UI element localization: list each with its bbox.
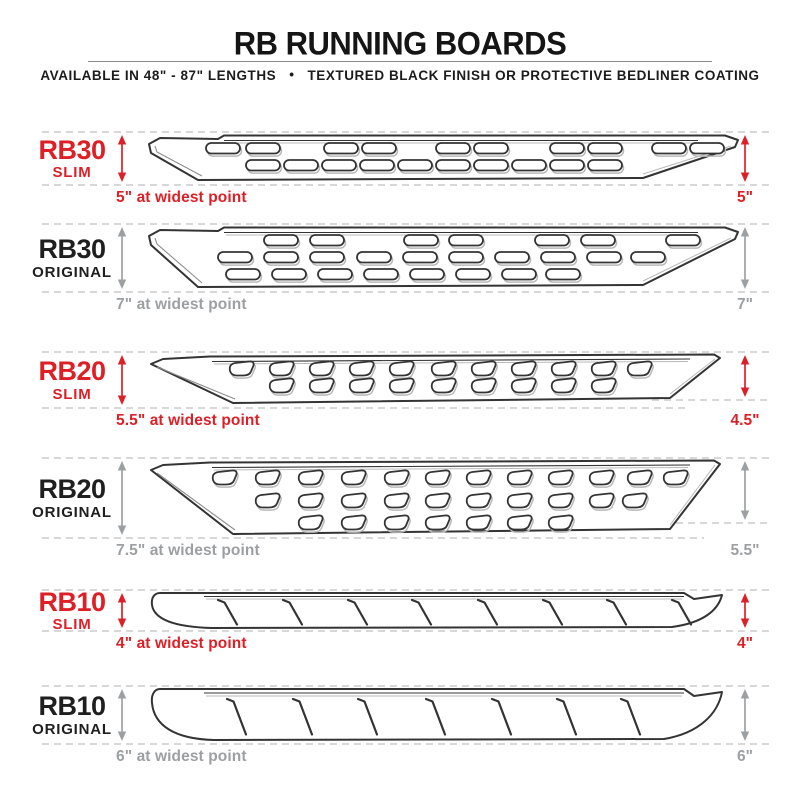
board-outline <box>149 228 738 288</box>
height-value-label: 4" <box>737 635 753 652</box>
model-name: RB20 <box>38 474 106 505</box>
subtitle-lengths: AVAILABLE IN 48" - 87" LENGTHS <box>40 68 277 83</box>
variant-name: SLIM <box>52 164 92 182</box>
height-arrow <box>741 227 749 289</box>
variant-name: ORIGINAL <box>32 503 112 521</box>
height-arrow <box>741 135 749 182</box>
variant-name: SLIM <box>52 385 92 403</box>
widest-point-label: 4" at widest point <box>116 635 247 652</box>
variant-name: ORIGINAL <box>32 263 112 281</box>
product-label <box>10 232 134 284</box>
widest-point-label: 5" at widest point <box>116 189 247 206</box>
board-outline <box>152 689 722 740</box>
page-title: RB RUNNING BOARDS <box>233 25 567 62</box>
model-name: RB10 <box>38 586 106 617</box>
widest-point-label: 5.5" at widest point <box>116 412 260 429</box>
model-name: RB10 <box>38 691 106 722</box>
height-value-label: 7" <box>737 296 753 313</box>
model-name: RB30 <box>38 234 106 265</box>
title-divider <box>88 61 712 62</box>
height-arrow <box>741 355 749 397</box>
subtitle-bullet-icon: • <box>289 67 295 82</box>
widest-point-label: 6" at widest point <box>116 748 247 765</box>
board-outline <box>152 593 722 628</box>
product-label <box>10 354 134 406</box>
widest-point-label: 7.5" at widest point <box>116 542 260 559</box>
board-outline <box>151 461 720 535</box>
board-outline <box>149 136 738 181</box>
height-arrow <box>741 689 749 741</box>
product-label <box>10 472 134 524</box>
widest-point-label: 7" at widest point <box>116 296 247 313</box>
height-value-label: 4.5" <box>730 412 760 429</box>
subtitle <box>0 68 800 83</box>
model-name: RB30 <box>38 134 106 165</box>
height-value-label: 6" <box>737 748 753 765</box>
subtitle-finish: TEXTURED BLACK FINISH OR PROTECTIVE BEDLINER COATING <box>307 68 760 83</box>
variant-name: ORIGINAL <box>32 720 112 738</box>
product-label <box>10 689 134 741</box>
height-arrow <box>741 461 749 520</box>
height-arrow <box>741 593 749 628</box>
product-label <box>10 133 134 185</box>
product-label <box>10 585 134 637</box>
board-outline <box>151 355 720 404</box>
height-value-label: 5" <box>737 189 753 206</box>
variant-name: SLIM <box>52 616 92 634</box>
model-name: RB20 <box>38 356 106 387</box>
height-value-label: 5.5" <box>730 542 760 559</box>
